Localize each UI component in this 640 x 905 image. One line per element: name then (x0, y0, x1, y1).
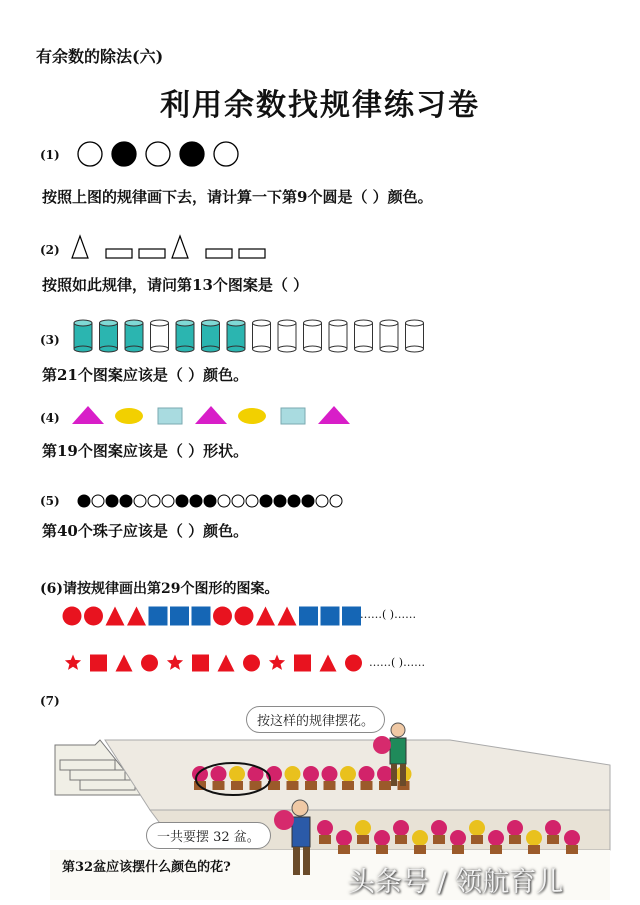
flower-pot (359, 766, 375, 790)
flower-pot (393, 820, 409, 844)
flower-pot (526, 830, 542, 854)
q6-red-square (90, 655, 107, 672)
q6-red-star (65, 655, 81, 670)
q3-cylinder-white (253, 320, 271, 352)
q5-bead-black (302, 495, 314, 507)
flower-pot (303, 766, 319, 790)
q6-red-circle (84, 607, 103, 626)
q2-number: (2) (40, 243, 60, 257)
q4-yellow-ellipse (115, 408, 143, 424)
q4-number: (4) (40, 411, 60, 425)
flower-pot (450, 830, 466, 854)
flower-pot (377, 766, 393, 790)
q4-blue-rectangle (281, 408, 305, 424)
q4-magenta-triangle (72, 406, 104, 424)
q6-question: (6)请按规律画出第29个图形的图案。 (40, 581, 279, 597)
q5-bead-white (330, 495, 342, 507)
q1-circle-white (78, 142, 102, 166)
q2-rectangle (139, 249, 165, 258)
q5-number: (5) (40, 494, 60, 508)
q1-question: 按照上图的规律画下去，请计算一下第9个圆是（ ）颜色。 (42, 188, 433, 206)
q6-blue-square (321, 607, 340, 626)
q5-bead-white (162, 495, 174, 507)
flower-pot (355, 820, 371, 844)
q2-triangle (172, 236, 188, 258)
q3-question: 第21个图案应该是（ ）颜色。 (42, 366, 249, 384)
q3-cylinder-teal (74, 320, 92, 352)
flower-pot (336, 830, 352, 854)
q1-circle-pattern (76, 140, 246, 170)
flower-pot (322, 766, 338, 790)
q5-bead-black (176, 495, 188, 507)
page-subtitle: 有余数的除法(六) (36, 47, 164, 66)
q6-red-circle (141, 655, 158, 672)
q5-bead-pattern (76, 492, 346, 510)
q5-bead-black (260, 495, 272, 507)
q5-bead-black (204, 495, 216, 507)
flower-pot (317, 820, 333, 844)
flower-pot (340, 766, 356, 790)
q4-magenta-triangle (318, 406, 350, 424)
q3-cylinder-teal (202, 320, 220, 352)
q5-bead-black (190, 495, 202, 507)
speech-bubble-1: 按这样的规律摆花。 (246, 706, 385, 733)
q3-cylinder-teal (125, 320, 143, 352)
q6-red-circle (213, 607, 232, 626)
q3-cylinder-teal (227, 320, 245, 352)
q6-red-triangle (320, 655, 337, 672)
q6-red-triangle (278, 607, 297, 626)
q4-yellow-ellipse (238, 408, 266, 424)
q2-rectangle (239, 249, 265, 258)
q6-row2-tail: ……( )…… (369, 656, 426, 669)
q6-red-triangle (116, 655, 133, 672)
q6-blue-square (342, 607, 361, 626)
q5-bead-white (246, 495, 258, 507)
q6-blue-square (299, 607, 318, 626)
q3-cylinder-white (406, 320, 424, 352)
q6-red-star (167, 655, 183, 670)
q1-circle-white (146, 142, 170, 166)
q5-bead-white (148, 495, 160, 507)
q6-blue-square (170, 607, 189, 626)
q3-cylinder-teal (176, 320, 194, 352)
q5-bead-black (78, 495, 90, 507)
q2-rectangle (106, 249, 132, 258)
flower-pot (266, 766, 282, 790)
q6-row1-tail: ……( )…… (360, 608, 417, 621)
q4-blue-rectangle (158, 408, 182, 424)
q5-bead-white (316, 495, 328, 507)
q5-bead-black (288, 495, 300, 507)
q1-number: (1) (40, 148, 60, 162)
q2-triangle (72, 236, 88, 258)
q1-circle-black (180, 142, 204, 166)
flower-pot (469, 820, 485, 844)
watermark: 头条号 / 领航育儿 (348, 867, 564, 898)
q2-rectangle (206, 249, 232, 258)
q6-red-square (192, 655, 209, 672)
flower-pot (431, 820, 447, 844)
q6-red-triangle (106, 607, 125, 626)
q6-red-square (294, 655, 311, 672)
q1-circle-white (214, 142, 238, 166)
q7-number: (7) (40, 694, 60, 708)
q3-number: (3) (40, 333, 60, 347)
q6-red-triangle (256, 607, 275, 626)
flower-pot (545, 820, 561, 844)
q3-cylinder-white (304, 320, 322, 352)
q6-blue-square (192, 607, 211, 626)
q7-question: 第32盆应该摆什么颜色的花? (62, 860, 231, 875)
q2-shape-pattern (72, 234, 272, 264)
q6-pattern-row2 (62, 651, 382, 675)
page-title: 利用余数找规律练习卷 (160, 88, 480, 123)
q4-shape-pattern (72, 404, 372, 430)
q6-pattern-row1 (62, 603, 372, 629)
q6-red-circle (63, 607, 82, 626)
q4-magenta-triangle (195, 406, 227, 424)
q5-bead-white (232, 495, 244, 507)
q4-question: 第19个图案应该是（ ）形状。 (42, 442, 249, 460)
flower-pot (374, 830, 390, 854)
q3-cylinder-white (329, 320, 347, 352)
q5-bead-white (218, 495, 230, 507)
q3-cylinder-white (355, 320, 373, 352)
q6-red-star (269, 655, 285, 670)
q5-bead-white (92, 495, 104, 507)
q6-blue-square (149, 607, 168, 626)
q5-question: 第40个珠子应该是（ ）颜色。 (42, 522, 249, 540)
flower-pot (229, 766, 245, 790)
q6-red-circle (243, 655, 260, 672)
q3-cylinder-teal (100, 320, 118, 352)
flower-pot (412, 830, 428, 854)
flower-pot (285, 766, 301, 790)
q5-bead-black (120, 495, 132, 507)
flower-pot (211, 766, 227, 790)
speech-bubble-2: 一共要摆 32 盆。 (146, 822, 271, 849)
flower-pot (488, 830, 504, 854)
q3-cylinder-white (151, 320, 169, 352)
q3-cylinder-white (278, 320, 296, 352)
q5-bead-white (134, 495, 146, 507)
flower-pot (507, 820, 523, 844)
q5-bead-black (106, 495, 118, 507)
q3-cylinder-white (380, 320, 398, 352)
q6-red-circle (345, 655, 362, 672)
q5-bead-black (274, 495, 286, 507)
q1-circle-black (112, 142, 136, 166)
q3-cylinder-pattern (70, 318, 430, 354)
q2-question: 按照如此规律，请问第13个图案是（ ） (42, 276, 309, 294)
flower-pot (564, 830, 580, 854)
q6-red-triangle (218, 655, 235, 672)
q6-red-triangle (127, 607, 146, 626)
q6-red-circle (235, 607, 254, 626)
